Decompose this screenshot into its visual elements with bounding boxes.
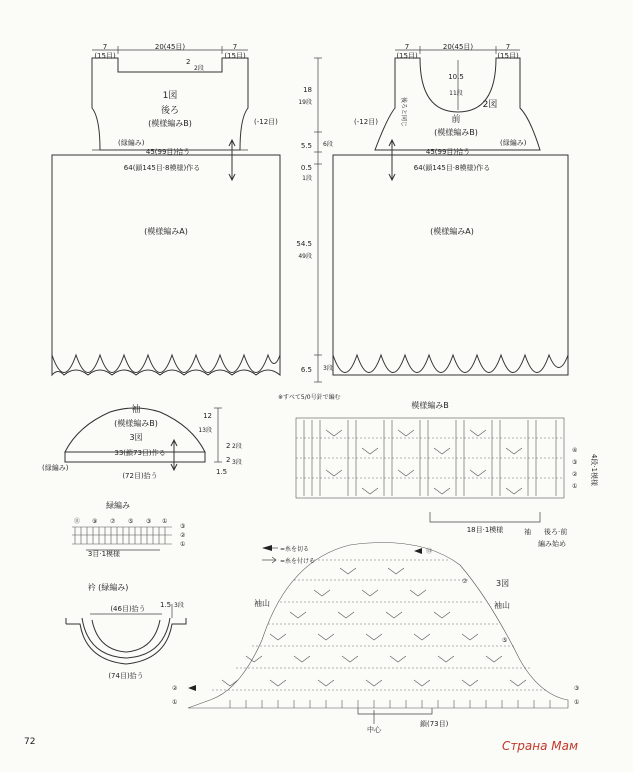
collar-bottom: (74目)拾う [108,672,144,680]
back-neck-rows: 2段 [194,65,204,72]
dim-edge: 0.5 [300,164,312,172]
front-same-as-back: 後ろと同じ [400,96,407,128]
sleeve-title: 袖 [131,405,141,415]
back-side-dec: (-12目) [254,118,278,126]
front-pattern-b: (模様編みB) [434,128,478,137]
edging-caption: 3目·1模様 [87,550,121,558]
front-top-right-stitches: (15目) [497,52,519,60]
dim-arm: 5.5 [300,142,312,150]
front-top-left-stitches: (15目) [396,52,418,60]
sleeve-cap-chart [188,543,568,725]
front-pickup: 45(99目)拾う [425,148,471,156]
edging-num-5: ⑤ [128,518,134,525]
legend-join: =糸を付ける [280,558,316,565]
edging-num-11: ⑪ [74,518,81,525]
sleeve-cap-left: 袖山 [254,599,270,608]
front-top-mid: 20(45目) [442,43,474,51]
edging-num-1: ① [162,518,168,525]
pattern-b-sleeve: 袖 [524,528,531,536]
legend-cut: =糸を切る [280,546,310,553]
pattern-b-row-4: ④ [572,447,578,454]
sleeve-d2-rows: 3段 [232,459,242,466]
collar-height-rows: 3段 [174,602,184,609]
sleeve-fig: 3図 [129,433,143,442]
dim-body-rows: 49段 [298,253,312,260]
dim-yoke-rows: 19段 [298,99,312,106]
back-top-left-stitches: (15目) [94,52,116,60]
sleeve-edge: (緑編み) [42,464,69,472]
sleeve-height-rows: 13段 [198,427,212,434]
back-piece: 後ろ [160,106,180,116]
sleeve-schematic [65,408,222,470]
pattern-b-row-3: ③ [572,459,578,466]
back-neck: 2 [186,58,191,66]
collar-title: 衿 (緑編み) [87,583,129,592]
front-pattern-a: (模様編みA) [430,227,474,236]
sleeve-cap-center: 中心 [367,726,381,734]
collar-schematic [66,604,186,664]
pattern-b-row-1: ① [572,483,578,490]
sleeve-d1-rows: 2段 [232,443,242,450]
pattern-b-title: 模様編みB [411,401,449,410]
front-piece: 前 [451,115,461,125]
sleeve-cap-row-13: ⑬ [426,548,433,555]
front-neck-rows: 11段 [449,90,463,97]
sleeve-pickup: (72目)拾う [122,472,158,480]
edging-chart [72,517,186,558]
edging-row-2: ② [180,532,186,539]
collar-top: (46目)拾う [110,605,146,613]
pattern-b-chart [296,418,564,522]
dim-edge-rows: 1段 [302,175,312,182]
sleeve-height: 12 [203,412,212,420]
dim-hem: 6.5 [300,366,312,374]
front-fig-title: 2図 [482,100,498,110]
dim-arm-rows: 6段 [323,141,333,148]
back-chain: 64(鎖145目·8模様)作る [123,164,201,172]
front-chain: 64(鎖145目·8模様)作る [413,164,491,172]
needle-note: ※すべて5/0号針で編む [278,394,341,401]
sleeve-cap-row-7: ⑦ [462,578,468,585]
collar-height: 1.5 [160,601,172,609]
edging-num-9: ⑨ [92,518,98,525]
sleeve-cap-left-row-2: ② [172,685,178,692]
edging-num-3: ③ [146,518,152,525]
pattern-b-row-2: ② [572,471,578,478]
edging-num-7: ⑦ [110,518,116,525]
watermark: Страна Мам [501,739,579,753]
back-top-mid: 20(45目) [154,43,186,51]
back-top-right-stitches: (15目) [224,52,246,60]
edging-title: 緑編み [106,501,130,510]
sleeve-d1: 2 [226,442,231,450]
sleeve-pattern: (模様編みB) [114,419,158,428]
sleeve-d2: 2 [226,456,231,464]
sleeve-d3: 1.5 [216,468,228,476]
sleeve-cap-left-row-1: ① [172,699,178,706]
dim-body: 54.5 [296,240,312,248]
pattern-b-start: 編み始め [538,540,566,548]
front-top-right-width: 7 [505,43,511,51]
front-side-dec: (-12目) [354,118,378,126]
pattern-b-bottom: 18目·1模様 [466,526,504,534]
sleeve-cap-fig: 3図 [496,579,510,588]
sleeve-cap-chain: 鎖(73目) [420,720,449,728]
pattern-b-back-front: 後ろ·前 [544,528,568,536]
sleeve-cap-right: 袖山 [494,601,510,610]
front-top-left-width: 7 [404,43,410,51]
dim-yoke: 18 [303,86,312,94]
sleeve-cap-row-5: ⑤ [502,637,508,644]
sleeve-cap-row-3: ③ [574,685,580,692]
sleeve-chain: 33(鎖73目)作る [114,449,166,457]
sleeve-cap-row-1: ① [574,699,580,706]
back-pattern-b: (模様編みB) [148,119,192,128]
pattern-b-repeat: 4段·1模様 [590,453,598,487]
dim-hem-rows: 3段 [323,365,333,372]
vertical-dimension-line [314,58,322,382]
back-pickup: 45(99目)拾う [145,148,191,156]
front-edge: (緑編み) [500,139,527,147]
edging-row-1: ① [180,541,186,548]
back-pattern-a: (模様編みA) [144,227,188,236]
back-fig-title: 1図 [162,91,178,101]
page-number: 72 [24,737,36,747]
back-top-left-width: 7 [102,43,108,51]
front-neck-depth: 10.5 [448,73,464,81]
back-edge: (緑編み) [118,139,145,147]
legend [262,545,278,563]
back-top-right-width: 7 [232,43,238,51]
edging-row-3: ③ [180,523,186,530]
